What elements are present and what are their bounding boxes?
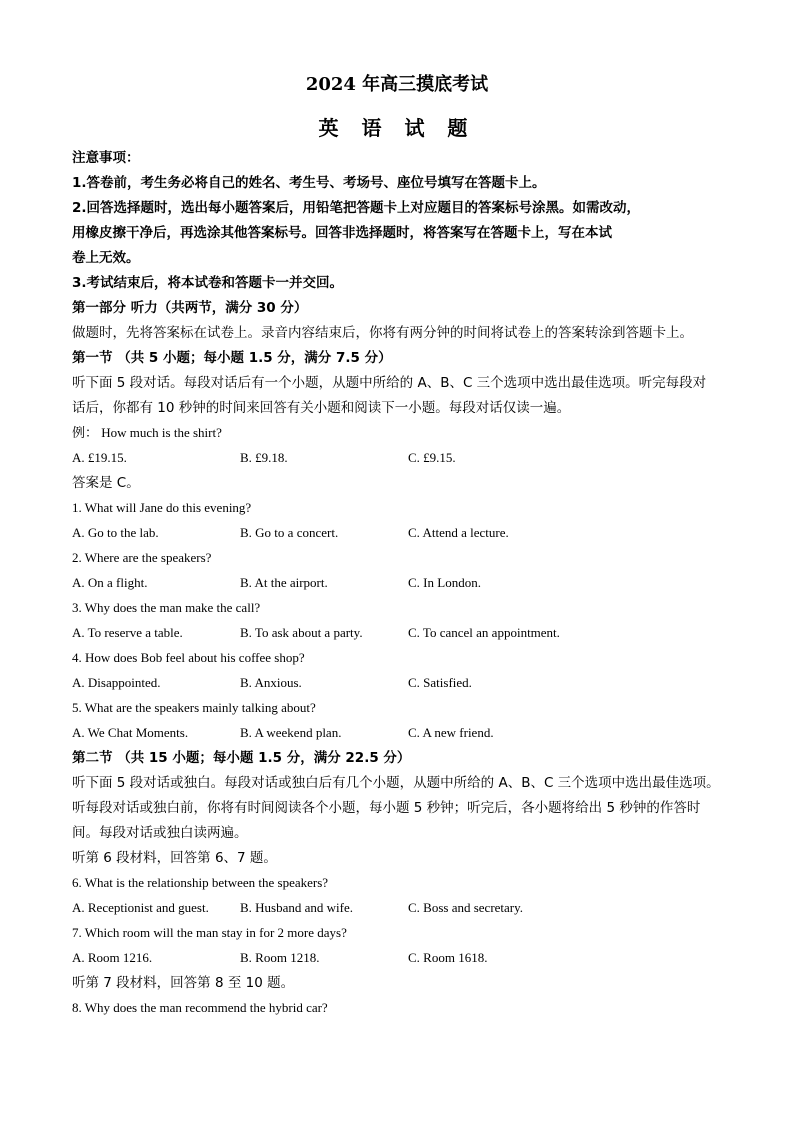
- question-1-option-c: C. Attend a lecture.: [408, 525, 509, 540]
- question-3: 3. Why does the man make the call?: [72, 600, 261, 615]
- example-option-c: C. £9.15.: [408, 450, 456, 465]
- question-7-option-c: C. Room 1618.: [408, 950, 488, 965]
- section1-heading: 第一节 （共 5 小题；每小题 1.5 分，满分 7.5 分）: [72, 350, 392, 366]
- question-2-option-c: C. In London.: [408, 575, 481, 590]
- part1-instruction: 做题时，先将答案标在试卷上。录音内容结束后，你将有两分钟的时间将试卷上的答案转涂到答题卡上。: [72, 325, 693, 341]
- question-8: 8. Why does the man recommend the hybrid car?: [72, 1000, 328, 1015]
- question-6-option-c: C. Boss and secretary.: [408, 900, 524, 915]
- question-7-option-b: B. Room 1218.: [240, 950, 320, 965]
- question-3-option-b: B. To ask about a party.: [240, 625, 363, 640]
- question-1-option-b: B. Go to a concert.: [240, 525, 339, 540]
- question-5-option-c: C. A new friend.: [408, 725, 494, 740]
- example-option-a: A. £19.15.: [72, 450, 127, 465]
- subject-title: 英 语 试 题: [318, 116, 476, 140]
- section1-instruction-line-2: 话后，你都有 10 秒钟的时间来回答有关小题和阅读下一小题。每段对话仅读一遍。: [72, 400, 571, 416]
- section2-instruction-line-1: 听下面 5 段对话或独白。每段对话或独白后有几个小题，从题中所给的 A、B、C 三个选项中选出最佳选项。: [72, 775, 720, 791]
- material-6-heading: 听第 6 段材料，回答第 6、7 题。: [72, 850, 277, 866]
- question-1: 1. What will Jane do this evening?: [72, 500, 252, 515]
- question-2-option-b: B. At the airport.: [240, 575, 328, 590]
- notice-item-1: 1.答卷前，考生务必将自己的姓名、考生号、考场号、座位号填写在答题卡上。: [72, 175, 546, 191]
- question-3-option-a: A. To reserve a table.: [72, 625, 183, 640]
- question-6-option-b: B. Husband and wife.: [240, 900, 354, 915]
- question-6-option-a: A. Receptionist and guest.: [72, 900, 209, 915]
- example-option-b: B. £9.18.: [240, 450, 288, 465]
- example-answer: 答案是 C。: [72, 475, 140, 491]
- question-5: 5. What are the speakers mainly talking about?: [72, 700, 316, 715]
- part1-heading: 第一部分 听力（共两节，满分 30 分）: [72, 300, 308, 316]
- question-5-option-b: B. A weekend plan.: [240, 725, 342, 740]
- example-question: 例： How much is the shirt?: [72, 425, 222, 440]
- question-5-option-a: A. We Chat Moments.: [72, 725, 189, 740]
- question-4: 4. How does Bob feel about his coffee shop?: [72, 650, 305, 665]
- notice-heading: 注意事项：: [72, 150, 140, 166]
- question-7: 7. Which room will the man stay in for 2 more days?: [72, 925, 347, 940]
- question-1-option-a: A. Go to the lab.: [72, 525, 159, 540]
- question-4-option-b: B. Anxious.: [240, 675, 302, 690]
- notice-item-2-line-3: 卷上无效。: [72, 250, 140, 266]
- notice-item-2-line-1: 2.回答选择题时，选出每小题答案后，用铅笔把答题卡上对应题目的答案标号涂黑。如需改动，: [72, 200, 641, 216]
- question-4-option-a: A. Disappointed.: [72, 675, 161, 690]
- question-7-option-a: A. Room 1216.: [72, 950, 153, 965]
- question-3-option-c: C. To cancel an appointment.: [408, 625, 560, 640]
- material-7-heading: 听第 7 段材料，回答第 8 至 10 题。: [72, 975, 295, 991]
- section2-instruction-line-3: 间。每段对话或独白读两遍。: [72, 825, 248, 841]
- notice-item-3: 3.考试结束后，将本试卷和答题卡一并交回。: [72, 275, 344, 291]
- question-2: 2. Where are the speakers?: [72, 550, 212, 565]
- question-4-option-c: C. Satisfied.: [408, 675, 472, 690]
- notice-item-2-line-2: 用橡皮擦干净后，再选涂其他答案标号。回答非选择题时，将答案写在答题卡上，写在本试: [72, 225, 612, 241]
- section2-instruction-line-2: 听每段对话或独白前，你将有时间阅读各个小题，每小题 5 秒钟；听完后，各小题将给出 5 秒钟的作答时: [72, 800, 701, 816]
- section2-heading: 第二节 （共 15 小题；每小题 1.5 分，满分 22.5 分）: [72, 750, 411, 766]
- question-6: 6. What is the relationship between the speakers?: [72, 875, 329, 890]
- section1-instruction-line-1: 听下面 5 段对话。每段对话后有一个小题，从题中所给的 A、B、C 三个选项中选出最佳选项。听完每段对: [72, 375, 707, 391]
- exam-title: 2024 年高三摸底考试: [305, 74, 489, 95]
- question-2-option-a: A. On a flight.: [72, 575, 148, 590]
